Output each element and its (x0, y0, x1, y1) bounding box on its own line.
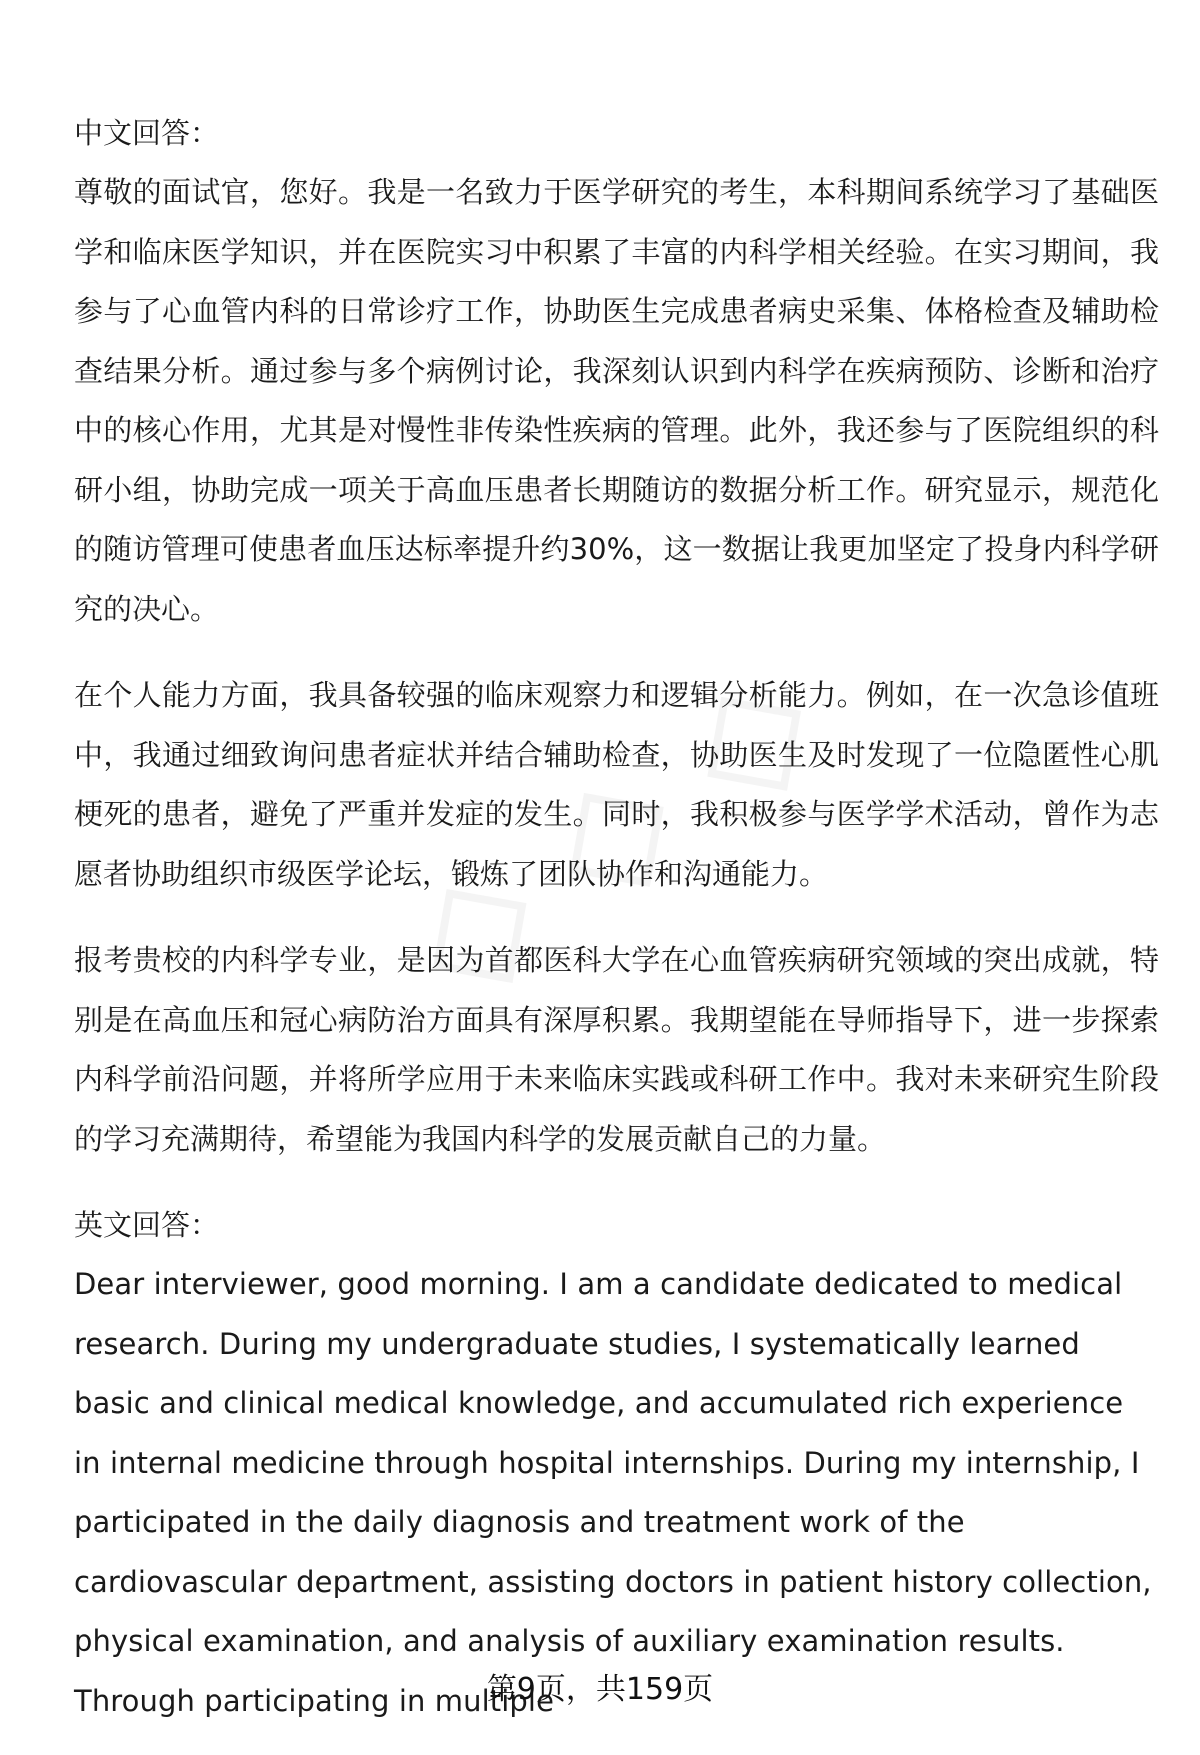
chinese-paragraph-2: 在个人能力方面，我具备较强的临床观察力和逻辑分析能力。例如，在一次急诊值班中，我通过细致询问患者症状并结合辅助检查，协助医生及时发现了一位隐匿性心肌梗死的患者，避免了严重并发症的发生。同时，我积极参与医学学术活动，曾作为志愿者协助组织市级医学论坛，锻炼了团队协作和沟通能力。 (74, 678, 1159, 891)
english-answer-label: 英文回答： (74, 1208, 220, 1242)
chinese-paragraph-1: 尊敬的面试官，您好。我是一名致力于医学研究的考生，本科期间系统学习了基础医学和临床医学知识，并在医院实习中积累了丰富的内科学相关经验。在实习期间，我参与了心血管内科的日常诊疗工作，协助医生完成患者病史采集、体格检查及辅助检查结果分析。通过参与多个病例讨论，我深刻认识到内科学在疾病预防、诊断和治疗中的核心作用，尤其是对慢性非传染性疾病的管理。此外，我还参与了医院组织的科研小组，协助完成一项关于高血压患者长期随访的数据分析工作。研究显示，规范化的随访管理可使患者血压达标率提升约30%，这一数据让我更加坚定了投身内科学研究的决心。 (74, 175, 1159, 626)
chinese-answer-label: 中文回答： (74, 116, 220, 150)
document-body (74, 104, 1159, 1731)
english-paragraph: Dear interviewer, good morning. I am a candidate dedicated to medical research. During my undergraduate studies, I systematically learned basic and clinical medical knowledge, and accumulated rich experience in internal medicine through hospital internships. During my internship, I participated in the daily diagnosis and treatment work of the cardiovascular department, assisting doctors in patient history collection, physical examination, and analysis of auxiliary examination results. Through participating in multiple (74, 1267, 1152, 1718)
chinese-paragraph-3: 报考贵校的内科学专业，是因为首都医科大学在心血管疾病研究领域的突出成就，特别是在高血压和冠心病防治方面具有深厚积累。我期望能在导师指导下，进一步探索内科学前沿问题，并将所学应用于未来临床实践或科研工作中。我对未来研究生阶段的学习充满期待，希望能为我国内科学的发展贡献自己的力量。 (74, 943, 1159, 1156)
page-number: 第9页，共159页 (486, 1672, 714, 1707)
